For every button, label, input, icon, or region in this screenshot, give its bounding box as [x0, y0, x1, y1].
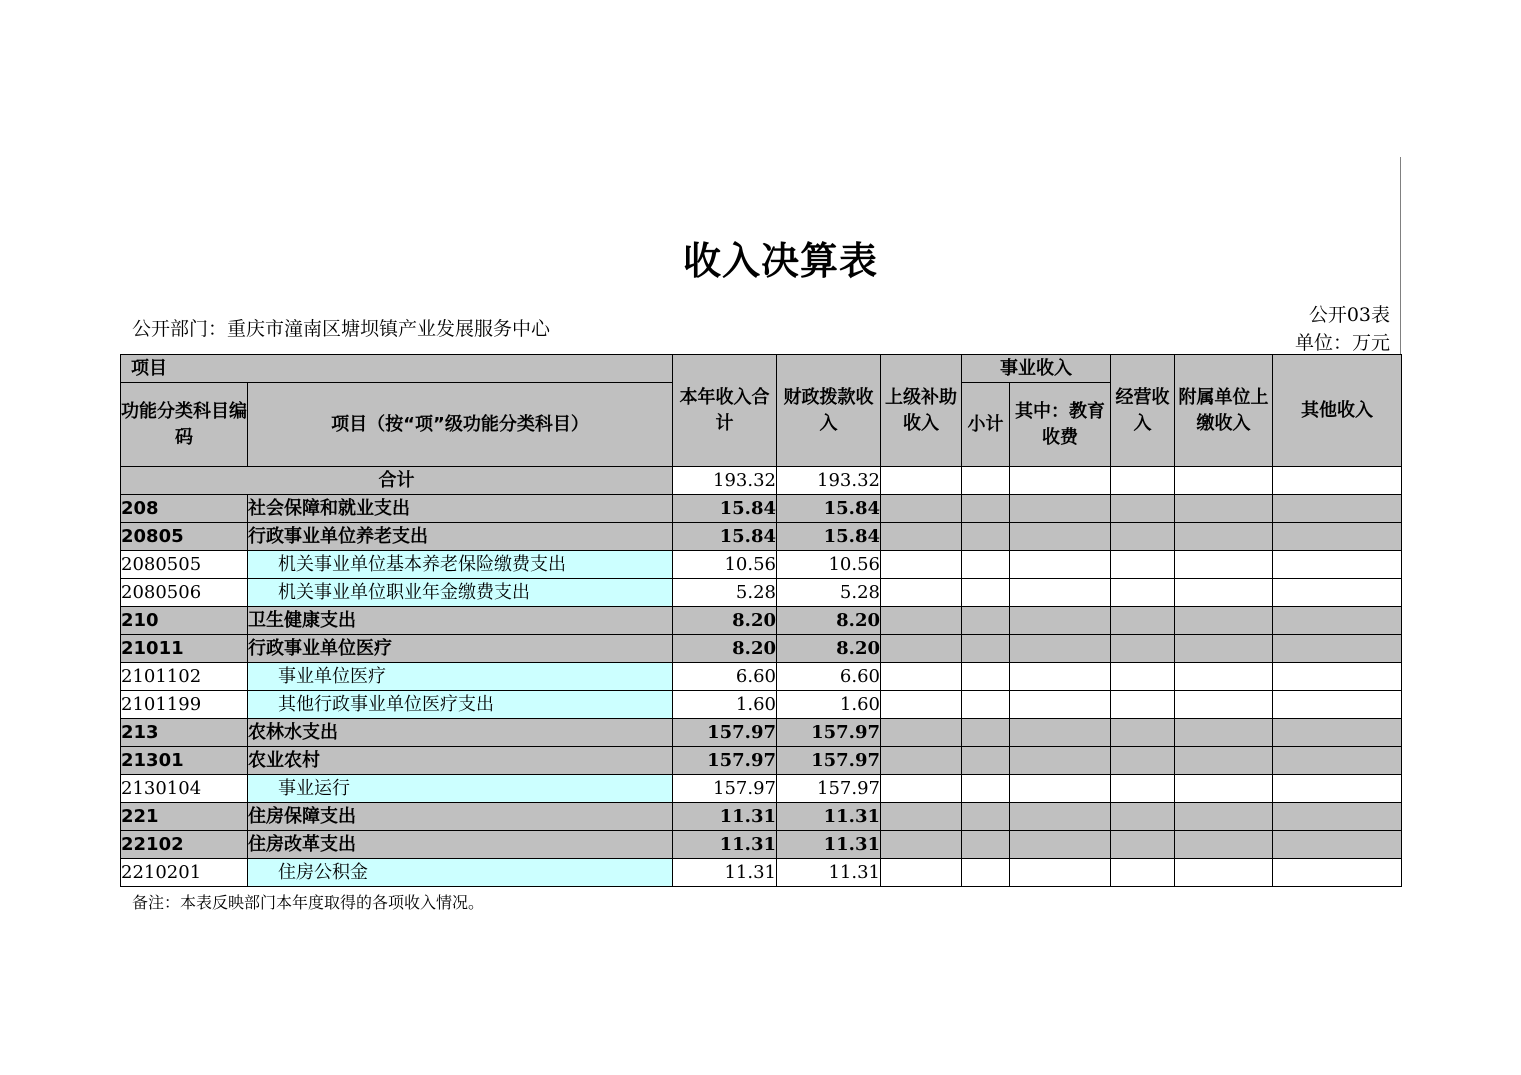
row-name: 事业运行 [248, 775, 673, 803]
table-row [121, 747, 1402, 775]
row-name: 卫生健康支出 [248, 607, 673, 635]
table-body [121, 467, 1402, 887]
header-other: 其他收入 [1273, 355, 1402, 467]
row-code: 208 [121, 495, 248, 523]
row-fiscal: 5.28 [777, 579, 881, 607]
row-fiscal: 157.97 [777, 775, 881, 803]
row-name: 行政事业单位医疗 [248, 635, 673, 663]
row-fiscal: 11.31 [777, 859, 881, 887]
row-code: 20805 [121, 523, 248, 551]
row-name: 行政事业单位养老支出 [248, 523, 673, 551]
total-fiscal-cell: 193.32 [777, 467, 881, 495]
table-row [121, 523, 1402, 551]
header-subtotal: 小计 [962, 383, 1010, 467]
row-code: 21011 [121, 635, 248, 663]
row-name: 农业农村 [248, 747, 673, 775]
row-code: 221 [121, 803, 248, 831]
row-name: 住房改革支出 [248, 831, 673, 859]
table-row [121, 831, 1402, 859]
row-name: 其他行政事业单位医疗支出 [248, 691, 673, 719]
row-name: 农林水支出 [248, 719, 673, 747]
row-code: 213 [121, 719, 248, 747]
row-code: 2210201 [121, 859, 248, 887]
row-total-income: 6.60 [673, 663, 777, 691]
row-code: 22102 [121, 831, 248, 859]
row-fiscal: 15.84 [777, 495, 881, 523]
row-name: 社会保障和就业支出 [248, 495, 673, 523]
row-total-income: 5.28 [673, 579, 777, 607]
row-fiscal: 10.56 [777, 551, 881, 579]
header-fiscal: 财政拨款收入 [777, 355, 881, 467]
row-code: 2080506 [121, 579, 248, 607]
table-number: 公开03表 [1308, 304, 1390, 326]
department-label: 公开部门：重庆市潼南区塘坝镇产业发展服务中心 [132, 318, 551, 340]
row-total-income: 15.84 [673, 495, 777, 523]
table-row [121, 719, 1402, 747]
row-name: 机关事业单位职业年金缴费支出 [248, 579, 673, 607]
unit-label: 单位：万元 [1294, 332, 1390, 354]
row-total-income: 8.20 [673, 635, 777, 663]
row-total-income: 15.84 [673, 523, 777, 551]
row-fiscal: 1.60 [777, 691, 881, 719]
table-row [121, 859, 1402, 887]
row-name: 事业单位医疗 [248, 663, 673, 691]
table-row [121, 691, 1402, 719]
table-header [121, 355, 1402, 467]
row-fiscal: 8.20 [777, 635, 881, 663]
row-fiscal: 157.97 [777, 719, 881, 747]
row-total-income: 11.31 [673, 803, 777, 831]
row-code: 2080505 [121, 551, 248, 579]
row-name: 住房保障支出 [248, 803, 673, 831]
total-label: 合计 [121, 467, 673, 495]
header-func-code: 功能分类科目编码 [121, 383, 248, 467]
row-code: 210 [121, 607, 248, 635]
table-row [121, 495, 1402, 523]
row-total-income: 10.56 [673, 551, 777, 579]
row-code: 2101199 [121, 691, 248, 719]
row-total-income: 157.97 [673, 775, 777, 803]
row-total-income: 11.31 [673, 831, 777, 859]
row-total-income: 11.31 [673, 859, 777, 887]
row-name: 机关事业单位基本养老保险缴费支出 [248, 551, 673, 579]
table-row [121, 663, 1402, 691]
row-fiscal: 8.20 [777, 607, 881, 635]
row-fiscal: 6.60 [777, 663, 881, 691]
row-fiscal: 15.84 [777, 523, 881, 551]
table-row [121, 607, 1402, 635]
income-table [120, 354, 1402, 887]
row-code: 21301 [121, 747, 248, 775]
total-income-cell: 193.32 [673, 467, 777, 495]
row-total-income: 157.97 [673, 719, 777, 747]
footnote: 备注：本表反映部门本年度取得的各项收入情况。 [132, 893, 485, 912]
table-row [121, 635, 1402, 663]
header-operating: 经营收入 [1111, 355, 1175, 467]
row-fiscal: 157.97 [777, 747, 881, 775]
row-total-income: 1.60 [673, 691, 777, 719]
header-education: 其中：教育收费 [1010, 383, 1111, 467]
header-project: 项目 [121, 355, 673, 383]
page-title: 收入决算表 [682, 239, 878, 283]
header-affiliated: 附属单位上缴收入 [1175, 355, 1273, 467]
row-code: 2130104 [121, 775, 248, 803]
header-superior: 上级补助收入 [881, 355, 962, 467]
table-row [121, 803, 1402, 831]
header-func-name: 项目（按“项”级功能分类科目） [248, 383, 673, 467]
header-business: 事业收入 [962, 355, 1111, 383]
header-total-income: 本年收入合计 [673, 355, 777, 467]
row-fiscal: 11.31 [777, 803, 881, 831]
table-row [121, 579, 1402, 607]
row-code: 2101102 [121, 663, 248, 691]
table-row [121, 551, 1402, 579]
row-total-income: 157.97 [673, 747, 777, 775]
table-row [121, 775, 1402, 803]
row-name: 住房公积金 [248, 859, 673, 887]
total-row [121, 467, 1402, 495]
row-fiscal: 11.31 [777, 831, 881, 859]
row-total-income: 8.20 [673, 607, 777, 635]
